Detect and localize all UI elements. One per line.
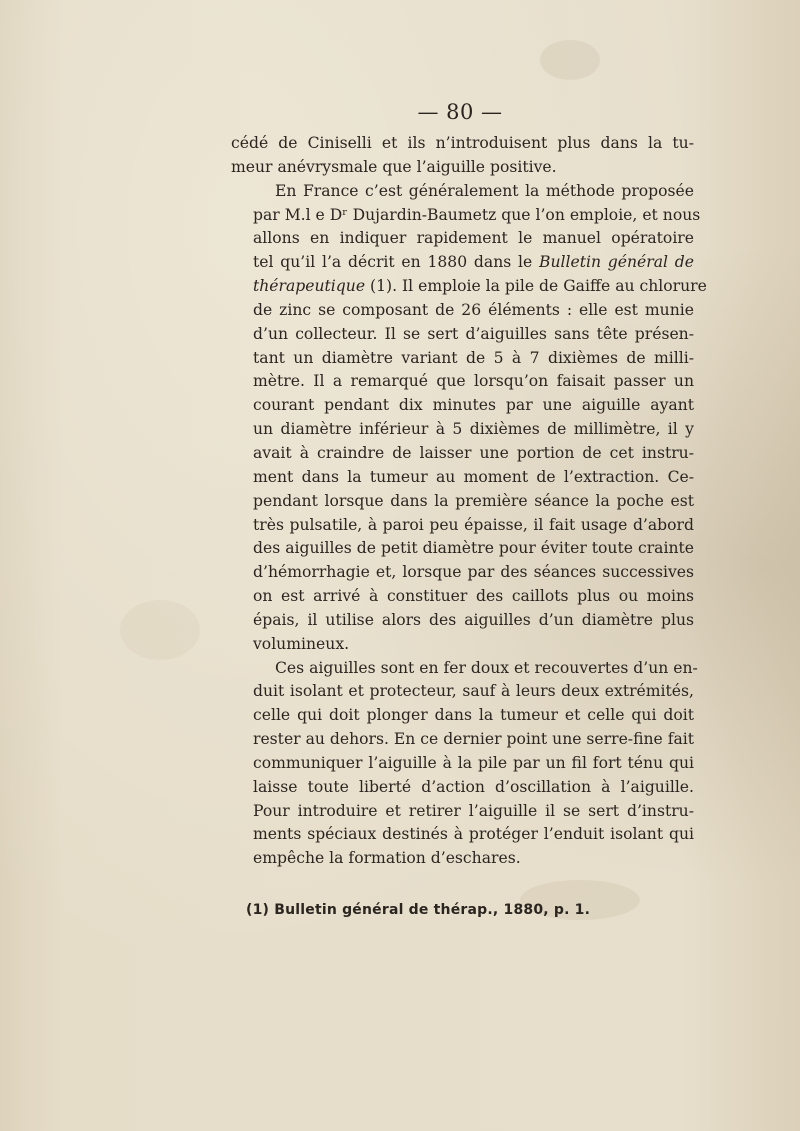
text-line: volumineux. — [253, 634, 350, 653]
paper-stain — [120, 600, 200, 660]
text-line: d’un collecteur. Il se sert d’aiguilles sans tête présen- — [253, 324, 694, 343]
text-line: laisse toute liberté d’action d’oscillation à l’aiguille. — [253, 777, 694, 796]
text-line: Ces aiguilles sont en fer doux et recouvertes d’un en- — [275, 658, 698, 677]
text-line: de zinc se composant de 26 éléments : elle est munie — [253, 300, 694, 319]
text-line: on est arrivé à constituer des caillots plus ou moins — [253, 587, 694, 606]
text-line: très pulsatile, à paroi peu épaisse, il fait usage d’abord — [253, 515, 694, 534]
text-line: mètre. Il a remarqué que lorsqu’on faisait passer un — [253, 372, 694, 391]
text-line: tant un diamètre variant de 5 à 7 dixièmes de milli- — [253, 348, 694, 367]
text-line: pendant lorsque dans la première séance la poche est — [253, 491, 694, 510]
text-line: par M.l e Dʳ Dujardin-Baumetz que l’on emploie, et nous — [253, 205, 701, 224]
text-line: ment dans la tumeur au moment de l’extraction. Ce- — [253, 467, 694, 486]
text-line: ments spéciaux destinés à protéger l’enduit isolant qui — [253, 825, 694, 844]
text-line: empêche la formation d’eschares. — [253, 849, 521, 868]
paragraph — [231, 180, 707, 657]
text-line: courant pendant dix minutes par une aiguille ayant — [253, 396, 694, 415]
text-line: tel qu’il l’a décrit en 1880 dans le Bulletin général de — [253, 253, 694, 272]
text-line: allons en indiquer rapidement le manuel opératoire — [253, 229, 694, 248]
text-line: communiquer l’aiguille à la pile par un fil fort ténu qui — [253, 753, 694, 772]
text-line: avait à craindre de laisser une portion de cet instru- — [253, 443, 694, 462]
page-number: — 80 — — [417, 100, 503, 124]
text-line: Pour introduire et retirer l’aiguille il se sert d’instru- — [253, 801, 694, 820]
paper-stain — [540, 40, 600, 80]
text-line: celle qui doit plonger dans la tumeur et celle qui doit — [253, 706, 694, 725]
footnote: (1) Bulletin général de thérap., 1880, p. 1. — [246, 902, 591, 918]
text-line: épais, il utilise alors des aiguilles d’un diamètre plus — [253, 610, 694, 629]
paragraph — [231, 657, 698, 872]
text-line: un diamètre inférieur à 5 dixièmes de millimètre, il y — [253, 420, 694, 439]
text-line: thérapeutique (1). Il emploie la pile de Gaiffe au chlorure — [253, 277, 707, 296]
text-line: d’hémorrhagie et, lorsque par des séances successives — [253, 563, 694, 582]
text-line: En France c’est généralement la méthode proposée — [275, 181, 694, 200]
text-line: rester au dehors. En ce dernier point une serre-fine fait — [253, 730, 695, 749]
text-line: des aiguilles de petit diamètre pour éviter toute crainte — [253, 539, 694, 558]
paragraph — [231, 132, 694, 180]
text-line: cédé de Ciniselli et ils n’introduisent plus dans la tu- — [231, 134, 694, 152]
text-line: duit isolant et protecteur, sauf à leurs deux extrémités, — [253, 682, 694, 701]
body-text — [231, 132, 707, 871]
text-line: meur anévrysmale que l’aiguille positive. — [231, 157, 557, 176]
